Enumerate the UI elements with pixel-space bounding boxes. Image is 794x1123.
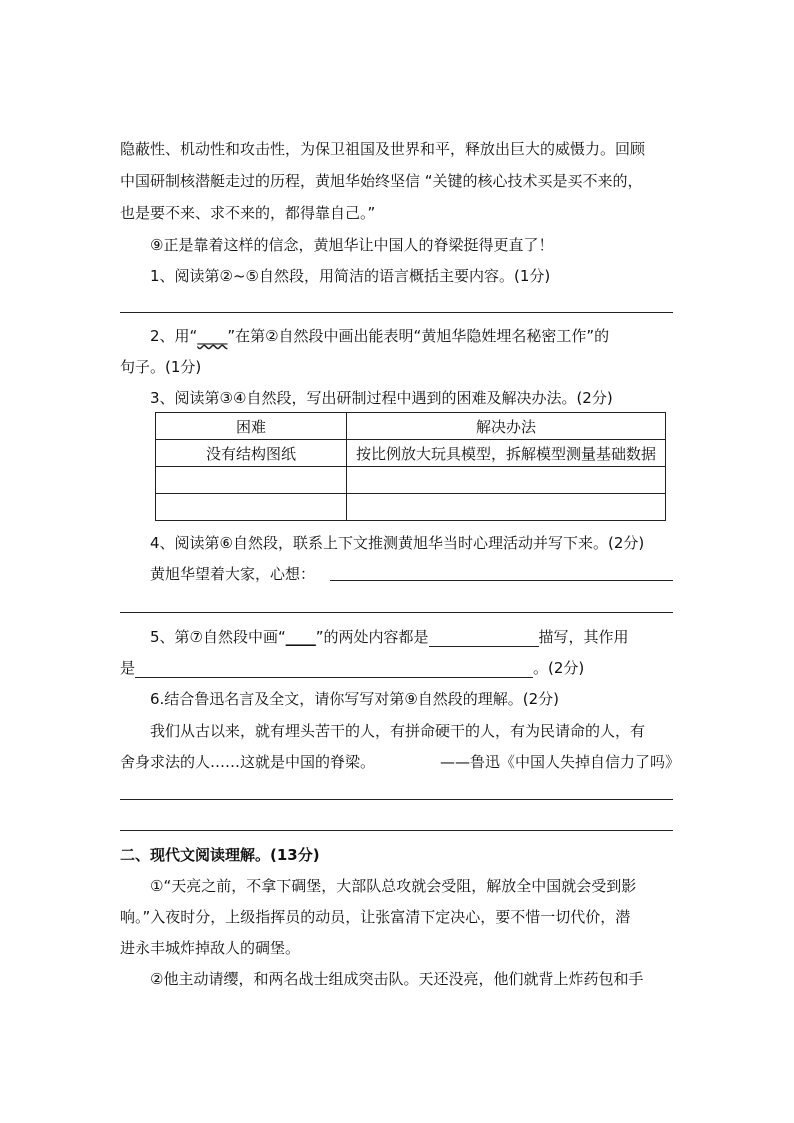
question-5-text: 是 bbox=[120, 659, 136, 677]
table-cell-answer[interactable] bbox=[156, 494, 347, 521]
paragraph-line: ①“天亮之前，不拿下碉堡，大部队总攻就会受阻，解放全中国就会受到影 bbox=[150, 877, 637, 895]
paragraph-line: 中国研制核潜艇走过的历程，黄旭华始终坚信 “关键的核心技术买是买不来的， bbox=[120, 172, 643, 190]
question-5-cont bbox=[120, 658, 680, 678]
table-cell-answer[interactable] bbox=[156, 467, 347, 494]
table-header-cell: 困难 bbox=[156, 413, 347, 440]
paragraph-line: ②他主动请缨，和两名战士组成突击队。天还没亮，他们就背上炸药包和手 bbox=[150, 970, 644, 988]
question-2-text: 2、用“ bbox=[150, 327, 198, 345]
answer-line-q4[interactable] bbox=[330, 580, 673, 581]
question-3: 3、阅读第③④自然段，写出研制过程中遇到的困难及解决办法。(2分) bbox=[150, 389, 613, 407]
question-1: 1、阅读第②~⑤自然段，用简洁的语言概括主要内容。(1分) bbox=[150, 267, 551, 285]
question-4: 4、阅读第⑥自然段，联系上下文推测黄旭华当时心理活动并写下来。(2分) bbox=[150, 534, 645, 552]
answer-blank-q5[interactable] bbox=[135, 661, 533, 678]
section-2-title: 二、现代文阅读理解。(13分) bbox=[120, 846, 320, 864]
table-row[interactable] bbox=[156, 494, 666, 521]
table-row[interactable] bbox=[156, 467, 666, 494]
table-cell-answer[interactable] bbox=[347, 467, 666, 494]
quote-source: ——鲁迅《中国人失掉自信力了吗》 bbox=[439, 753, 680, 771]
straight-mark: ____ bbox=[285, 628, 316, 646]
table-cell: 没有结构图纸 bbox=[156, 440, 347, 467]
paragraph-line: 进永丰城炸掉敌人的碉堡。 bbox=[120, 939, 301, 957]
table-cell-answer[interactable] bbox=[347, 494, 666, 521]
question-5-text: 5、第⑦自然段中画“ bbox=[150, 628, 286, 646]
table-header-row bbox=[156, 413, 666, 440]
question-2-text: ”在第②自然段中画出能表明“黄旭华隐姓埋名秘密工作”的 bbox=[227, 327, 610, 345]
question-5 bbox=[150, 627, 680, 647]
paragraph-9: ⑨正是靠着这样的信念，黄旭华让中国人的脊梁挺得更直了！ bbox=[150, 236, 554, 254]
paragraph-line: 也是要不来、求不来的，都得靠自己。” bbox=[120, 204, 376, 222]
question-2-cont: 句子。(1分) bbox=[120, 358, 202, 376]
quote-text: 舍身求法的人……这就是中国的脊梁。 bbox=[120, 753, 376, 771]
question-6: 6.结合鲁迅名言及全文，请你写写对第⑨自然段的理解。(2分) bbox=[150, 690, 560, 708]
answer-line-q6[interactable] bbox=[120, 799, 673, 800]
question-5-text: 。(2分) bbox=[533, 659, 585, 677]
table-header-cell: 解决办法 bbox=[347, 413, 666, 440]
answer-line-q6[interactable] bbox=[120, 830, 673, 831]
paragraph-line: 响。”入夜时分，上级指挥员的动员，让张富清下定决心，要不惜一切代价，潜 bbox=[120, 908, 631, 926]
quote-line: 我们从古以来，就有埋头苦干的人，有拼命硬干的人，有为民请命的人，有 bbox=[150, 722, 646, 740]
answer-line-q1[interactable] bbox=[120, 312, 673, 313]
wavy-mark: ____ bbox=[197, 327, 228, 345]
answer-blank-q5[interactable] bbox=[429, 630, 539, 647]
answer-line-q4[interactable] bbox=[120, 612, 673, 613]
question-5-text: ”的两处内容都是 bbox=[315, 628, 429, 646]
question-4-prompt-text: 黄旭华望着大家，心想： bbox=[150, 565, 316, 583]
question-2 bbox=[150, 326, 680, 346]
difficulty-solution-table bbox=[155, 412, 666, 521]
question-4-prompt bbox=[150, 564, 680, 584]
table-row bbox=[156, 440, 666, 467]
question-5-text: 描写，其作用 bbox=[538, 628, 629, 646]
table-cell: 按比例放大玩具模型，拆解模型测量基础数据 bbox=[347, 440, 666, 467]
quote-line bbox=[120, 752, 680, 772]
paragraph-line: 隐蔽性、机动性和攻击性，为保卫祖国及世界和平，释放出巨大的威慑力。回顾 bbox=[120, 140, 646, 158]
